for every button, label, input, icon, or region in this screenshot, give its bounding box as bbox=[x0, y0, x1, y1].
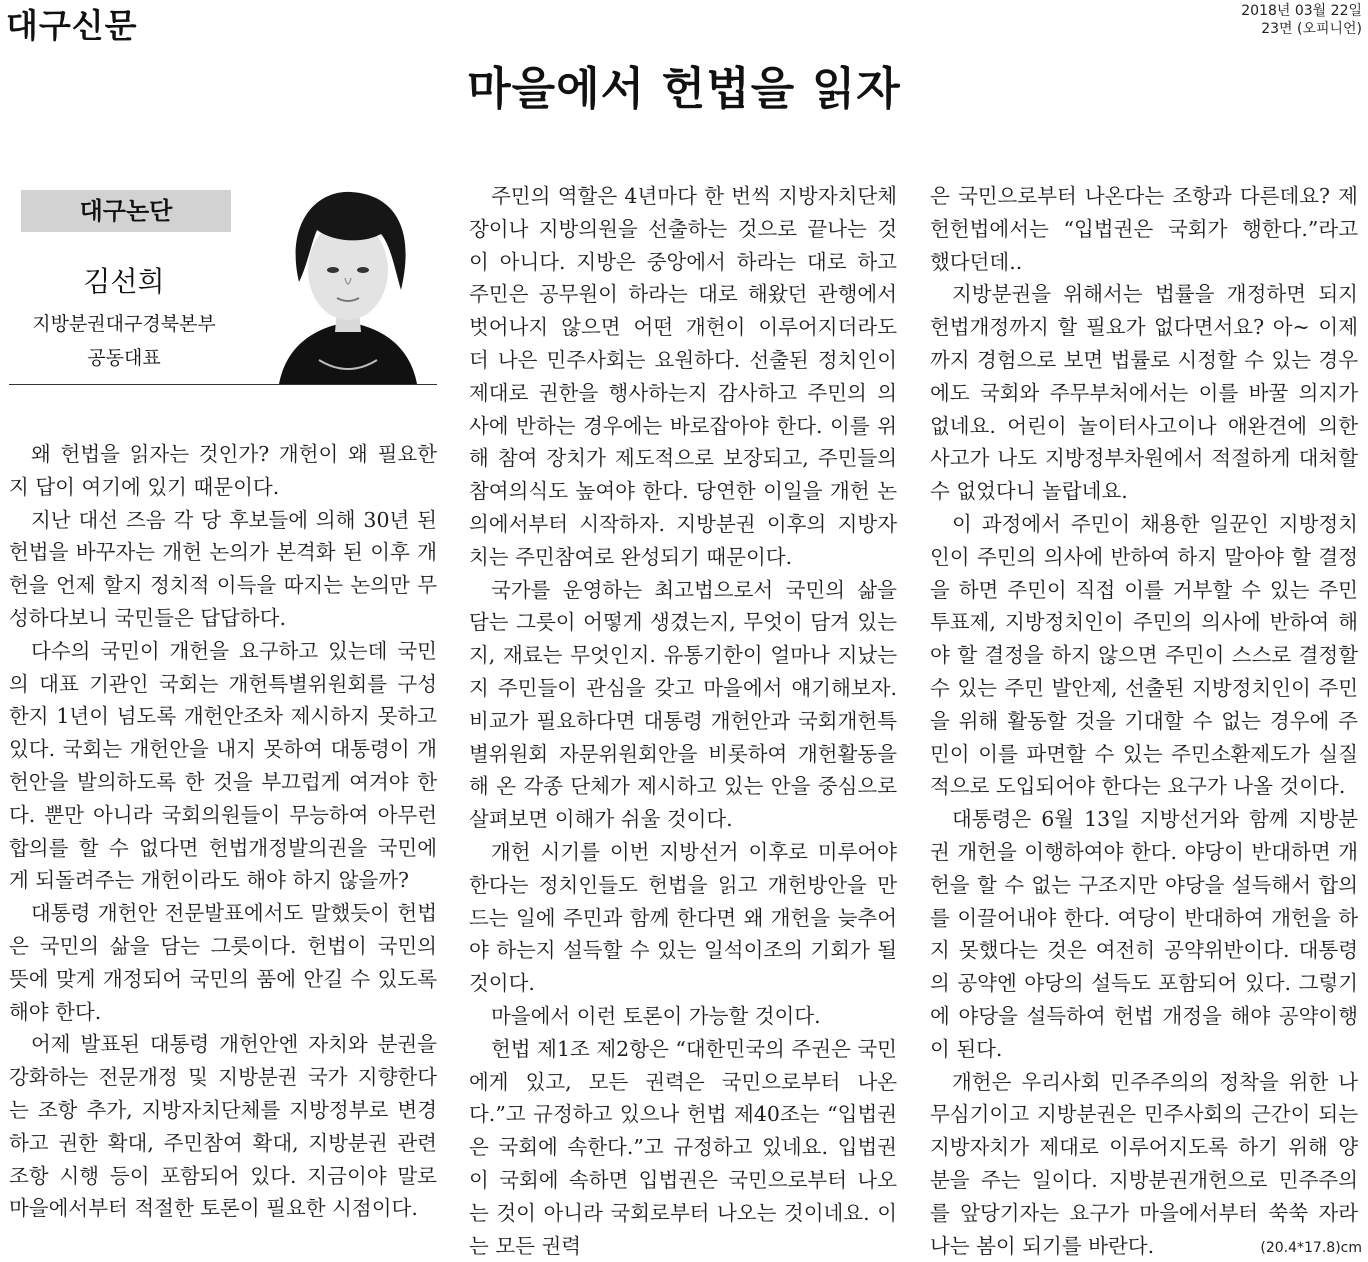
page-section: 23면 (오피니언) bbox=[1261, 21, 1362, 37]
paragraph: 국가를 운영하는 최고법으로서 국민의 삶을 담는 그릇이 어떻게 생겼는지, 무엇이 담겨 있는지, 재료는 무엇인지. 유통기한이 얼마나 지났는지 주민들이 관심을 갖고 마을에서 얘기해보자. 비교가 필요하다면 대통령 개헌안과 국회개헌특별위원회 자문위원회안을 비롯하여 개헌활동을 해 온 각종 단체가 제시하고 있는 안을 중심으로 살펴보면 이해가 쉬울 것이다. bbox=[469, 577, 897, 832]
paragraph: 개헌 시기를 이번 지방선거 이후로 미루어야 한다는 정치인들도 헌법을 읽고 개헌방안을 만드는 일에 주민과 함께 한다면 왜 개헌을 늦추어야 하는지 설득할 수 있는 일석이조의 기회가 될 것이다. bbox=[469, 839, 897, 996]
author-portrait bbox=[259, 182, 437, 384]
newspaper-masthead: 대구신문 bbox=[6, 6, 138, 45]
publication-meta bbox=[1241, 2, 1362, 38]
author-name: 김선희 bbox=[83, 265, 165, 298]
article-column-1 bbox=[9, 438, 437, 1225]
author-title-line: 지방분권대구경북본부 bbox=[32, 313, 216, 335]
paragraph: 지방분권을 위해서는 법률을 개정하면 되지 헌법개정까지 할 필요가 없다면서요? 아~ 이제까지 경험으로 보면 법률로 시정할 수 있는 경우에도 국회와 주무부처에서는 이를 바꿀 의지가 없네요. 어린이 놀이터사고이나 애완견에 의한 사고가 나도 지방정부차원에서 적절하게 대처할 수 없었다니 놀랍네요. bbox=[930, 282, 1358, 504]
paragraph: 대통령은 6월 13일 지방선거와 함께 지방분권 개헌을 이행하여야 한다. 야당이 반대하면 개헌을 할 수 없는 구조지만 야당을 설득해서 합의를 이끌어내야 한다. 여당이 반대하여 개헌을 하지 못했다는 것은 여전히 공약위반이다. 대통령의 공약엔 야당의 설득도 포함되어 있다. 그렇기에 야당을 설득하여 헌법 개정을 해야 공약이행이 된다. bbox=[930, 807, 1358, 1061]
author-box bbox=[9, 182, 437, 385]
paragraph: 대통령 개헌안 전문발표에서도 말했듯이 헌법은 국민의 삶을 담는 그릇이다. 헌법이 국민의 뜻에 맞게 개정되어 국민의 품에 안길 수 있도록 해야 한다. bbox=[9, 901, 437, 1024]
author-affiliation bbox=[9, 307, 239, 375]
column-section-label: 대구논단 bbox=[21, 190, 231, 232]
article-column-3 bbox=[930, 180, 1358, 1262]
paragraph-continued: 은 국민으로부터 나온다는 조항과 다른데요? 제헌헌법에서는 “입법권은 국회가 행한다.”라고 했다던데.. bbox=[930, 184, 1358, 274]
clipping-size-note: (20.4*17.8)cm bbox=[1260, 1240, 1362, 1256]
paragraph: 주민의 역할은 4년마다 한 번씩 지방자치단체장이나 지방의원을 선출하는 것으로 끝나는 것이 아니다. 지방은 중앙에서 하라는 대로 하고 주민은 공무원이 하라는 대로 해왔던 관행에서 벗어나지 않으면 어떤 개헌이 이루어지더라도 더 나은 민주사회는 요원하다. 선출된 정치인이 제대로 권한을 행사하는지 감사하고 주민의 의사에 반하는 경우에는 바로잡아야 한다. 이를 위해 참여 장치가 제도적으로 보장되고, 주민들의 참여의식도 높여야 한다. 당연한 이일을 개헌 논의에서부터 시작하자. 지방분권 이후의 지방자치는 주민참여로 완성되기 때문이다. bbox=[469, 184, 897, 569]
article-headline: 마을에서 헌법을 읽자 bbox=[467, 62, 901, 115]
paragraph: 지난 대선 즈음 각 당 후보들에 의해 30년 된 헌법을 바꾸자는 개헌 논의가 본격화 된 이후 개헌을 언제 할지 정치적 이득을 따지는 논의만 무성하다보니 국민들은 답답하다. bbox=[9, 507, 437, 630]
publication-date: 2018년 03월 22일 bbox=[1241, 3, 1362, 19]
paragraph: 왜 헌법을 읽자는 것인가? 개헌이 왜 필요한지 답이 여기에 있기 때문이다. bbox=[9, 442, 437, 499]
paragraph: 마을에서 이런 토론이 가능할 것이다. bbox=[491, 1003, 821, 1028]
paragraph: 어제 발표된 대통령 개헌안엔 자치와 분권을 강화하는 전문개정 및 지방분권 국가 지향한다는 조항 추가, 지방자치단체를 지방정부로 변경하고 권한 확대, 주민참여 확대, 지방분권 관련조항 시행 등이 포함되어 있다. 지금이야 말로 마을에서부터 적절한 토론이 필요한 시점이다. bbox=[9, 1032, 437, 1221]
article-column-2 bbox=[469, 180, 897, 1262]
author-title-line: 공동대표 bbox=[87, 347, 161, 369]
paragraph: 헌법 제1조 제2항은 “대한민국의 주권은 국민에게 있고, 모든 권력은 국민으로부터 나온다.”고 규정하고 있으나 헌법 제40조는 “입법권은 국회에 속한다.”고 규정하고 있네요. 입법권이 국회에 속하면 입법권은 국민으로부터 나오는 것이 아니라 국회로부터 나오는 것이네요. 이는 모든 권력 bbox=[469, 1036, 897, 1258]
paragraph: 이 과정에서 주민이 채용한 일꾼인 지방정치인이 주민의 의사에 반하여 하지 말아야 할 결정을 하면 주민이 직접 이를 거부할 수 있는 주민투표제, 지방정치인이 주민의 의사에 반하여 해야 할 결정을 하지 않으면 주민이 스스로 결정할 수 있는 주민 발안제, 선출된 지방정치인이 주민을 위해 활동할 것을 기대할 수 없는 경우에 주민이 이를 파면할 수 있는 주민소환제도가 실질적으로 도입되어야 한다는 요구가 나올 것이다. bbox=[930, 511, 1358, 799]
paragraph: 다수의 국민이 개헌을 요구하고 있는데 국민의 대표 기관인 국회는 개헌특별위원회를 구성한지 1년이 넘도록 개헌안조차 제시하지 못하고 있다. 국회는 개헌안을 내지 못하여 대통령이 개헌안을 발의하도록 한 것을 부끄럽게 여겨야 한다. 뿐만 아니라 국회의원들이 무능하여 아무런 합의를 할 수 없다면 헌법개정발의권을 국민에게 되돌려주는 개헌이라도 해야 하지 않을까? bbox=[9, 638, 437, 893]
paragraph: 개헌은 우리사회 민주주의의 정착을 위한 나무심기이고 지방분권은 민주사회의 근간이 되는 지방자치가 제대로 이루어지도록 하기 위해 양분을 주는 일이다. 지방분권개헌으로 민주주의를 앞당기자는 요구가 마을에서부터 쑥쑥 자라나는 봄이 되기를 바란다. bbox=[930, 1069, 1358, 1258]
